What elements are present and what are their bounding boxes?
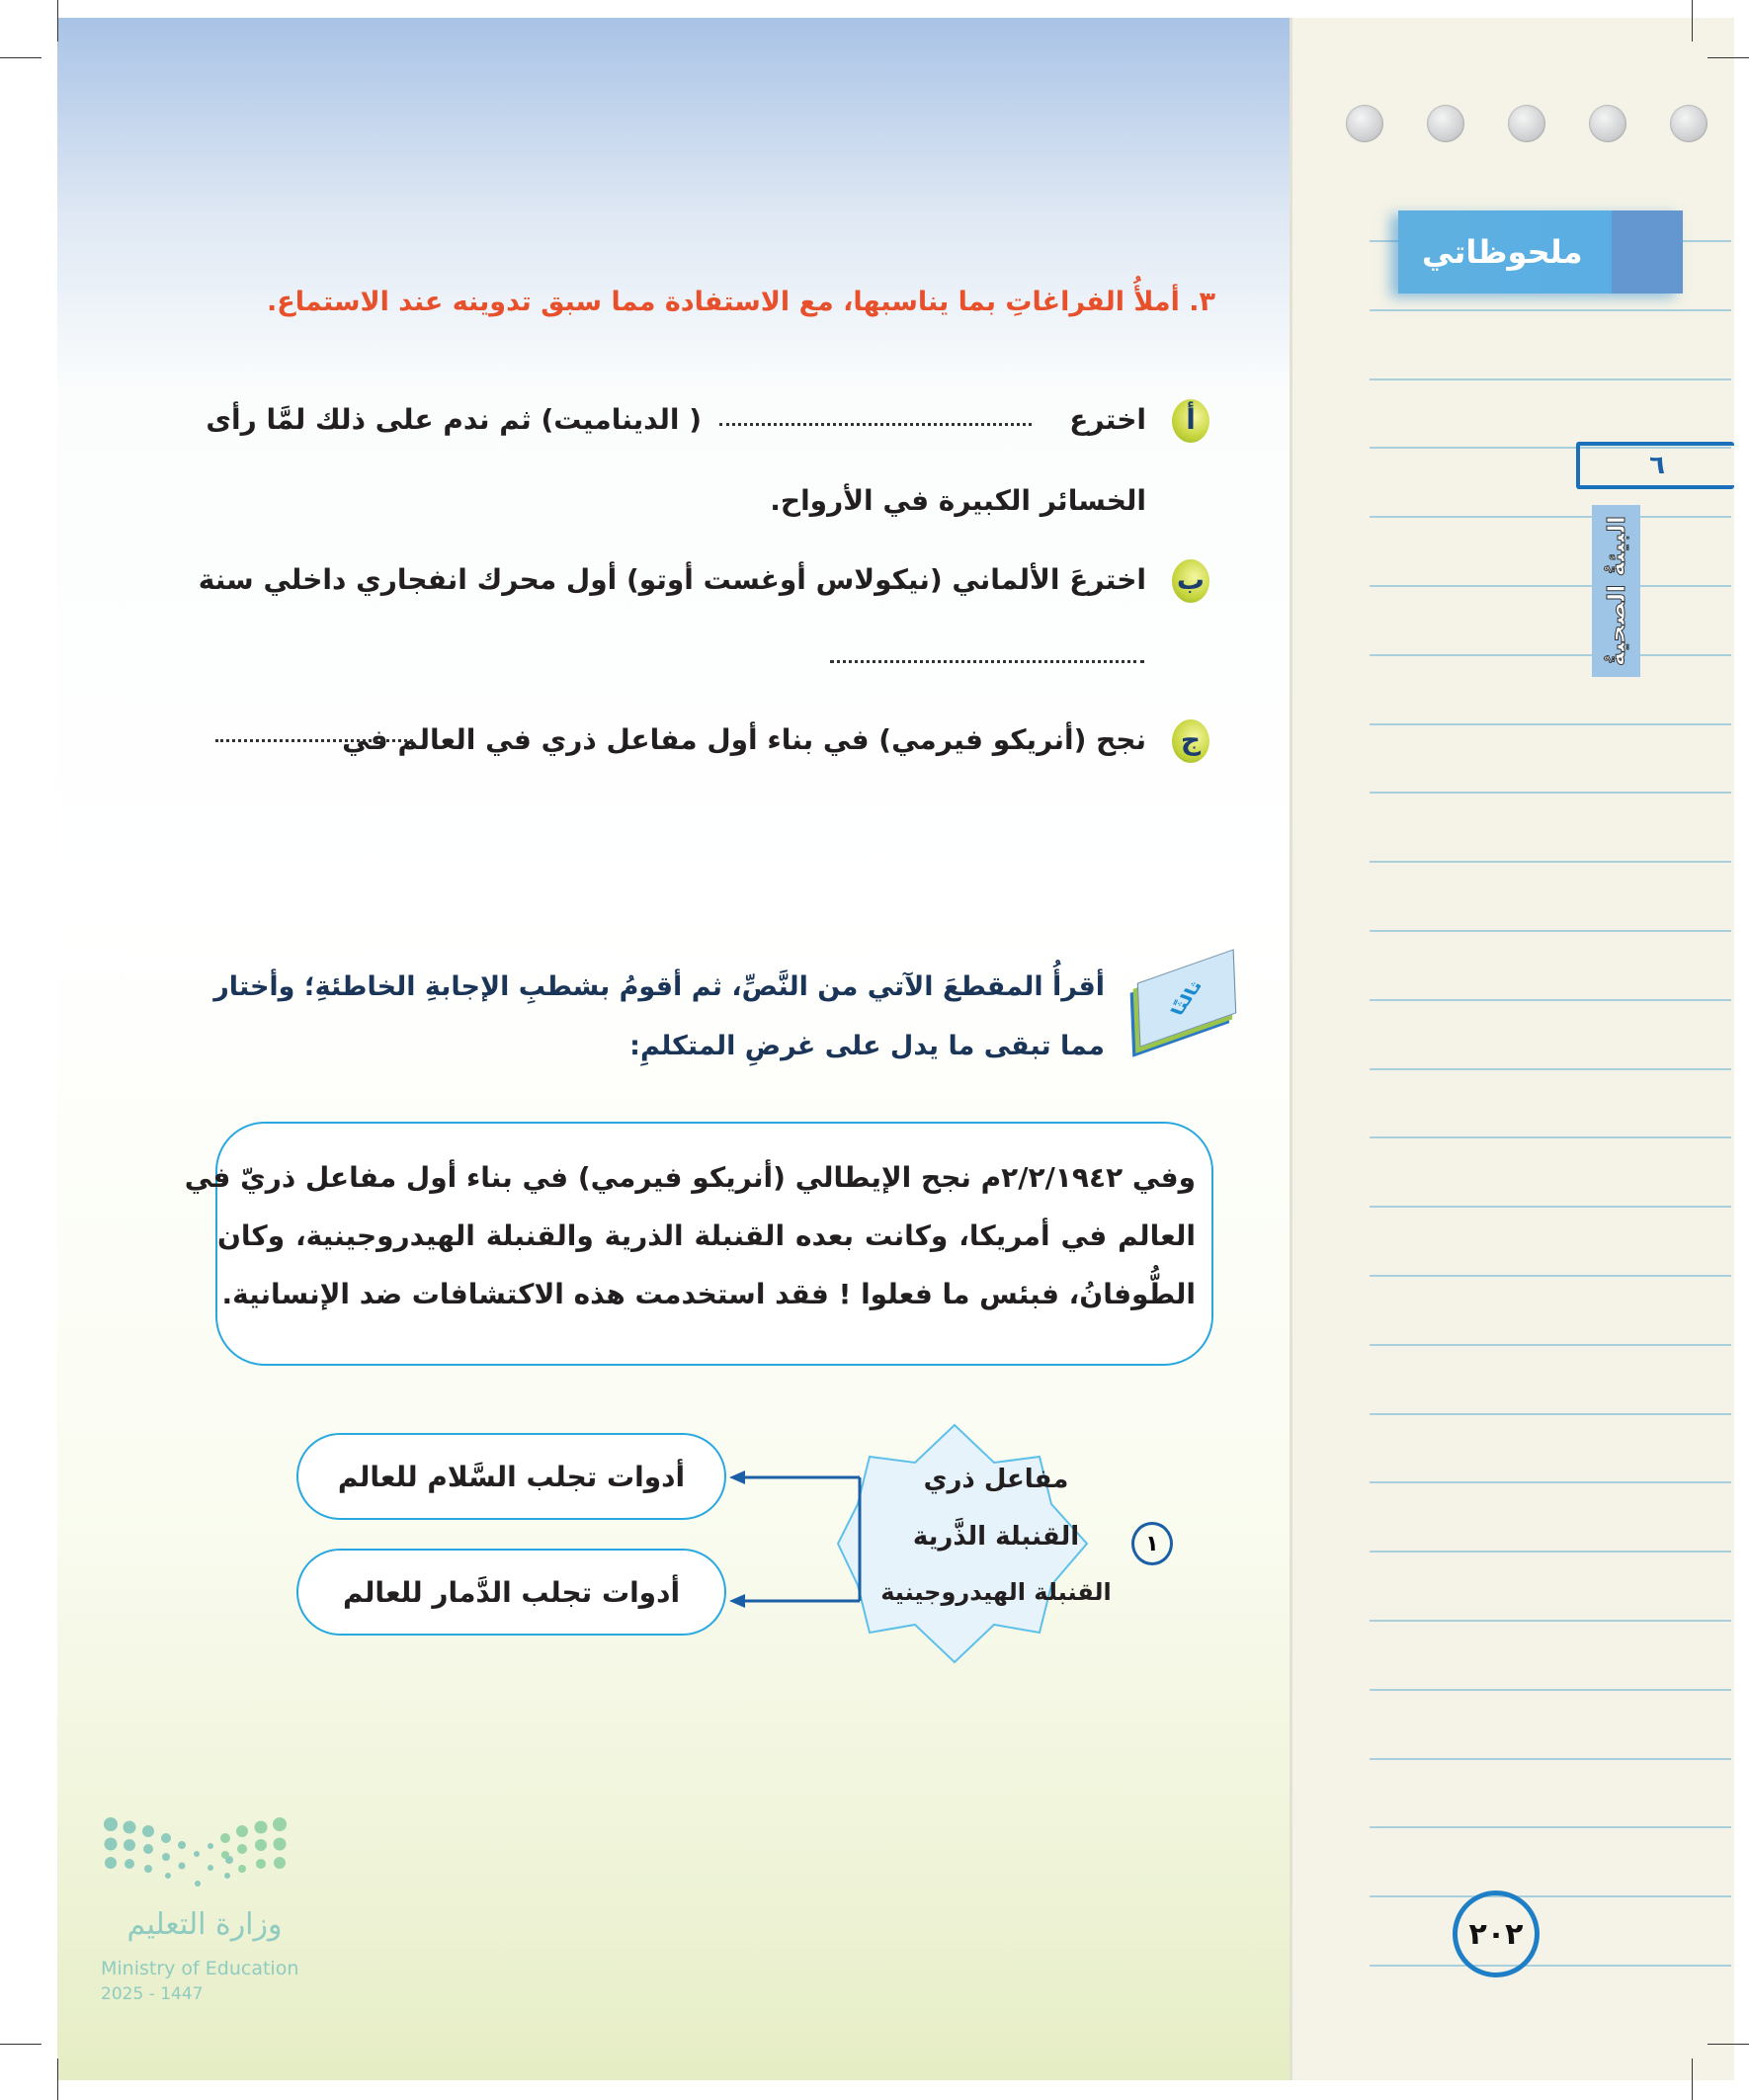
binder-hole: [1427, 105, 1464, 142]
notebook-line: [1370, 1620, 1731, 1622]
notebook-line: [1370, 723, 1731, 725]
crop-mark: [1692, 0, 1693, 42]
crop-mark: [57, 0, 58, 42]
item-a-end: ( الديناميت) ثم ندم على ذلك لمَّا رأى: [206, 403, 702, 436]
center-line-2: القنبلة الذَّرية: [912, 1522, 1080, 1552]
unit-title: البيئةُ الصحيةُ: [1602, 515, 1630, 667]
notebook-line: [1370, 1481, 1731, 1483]
arrow-head-destruction: [729, 1594, 745, 1608]
notebook-line: [1370, 1275, 1731, 1277]
notes-title: ملحوظاتي: [1422, 233, 1583, 271]
ministry-logo-year: 2025 - 1447: [101, 1984, 204, 2004]
notebook-line: [1370, 1551, 1731, 1553]
crop-mark: [1707, 57, 1749, 58]
notebook-line: [1370, 1136, 1731, 1138]
notebook-line: [1370, 378, 1731, 380]
notebook-line: [1370, 930, 1731, 932]
item-badge-a: أ: [1172, 399, 1209, 443]
passage-line: الطُّوفانُ، فبئس ما فعلوا ! فقد استخدمت هذه الاكتشافات ضد الإنسانية.: [221, 1278, 1196, 1310]
ministry-logo-english: Ministry of Education: [101, 1958, 299, 1979]
binder-hole: [1670, 105, 1707, 142]
section-icon-label: ثالثًا: [1166, 978, 1208, 1018]
page-number-circle: [1453, 1890, 1540, 1977]
item-a-start: اخترع: [1069, 403, 1146, 436]
center-line-3: القنبلة الهيدروجينية: [880, 1578, 1112, 1606]
binder-hole: [1508, 105, 1545, 142]
crop-mark: [1692, 2058, 1693, 2100]
passage-line: العالم في أمريكا، وكانت بعده القنبلة الذرية والقنبلة الهيدروجينية، وكان: [217, 1219, 1196, 1252]
notebook-line: [1370, 585, 1731, 587]
unit-number-box: [1576, 442, 1734, 489]
notebook-line: [1370, 1826, 1731, 1828]
notebook-line: [1370, 1413, 1731, 1415]
notebook-line: [1370, 792, 1731, 794]
option-peace-label: أدوات تجلب السَّلام للعالم: [337, 1460, 686, 1493]
notebook-line: [1370, 516, 1731, 518]
option-destruction-label: أدوات تجلب الدَّمار للعالم: [342, 1575, 681, 1609]
section-instruction-line2: مما تبقى ما يدل على غرضِ المتكلمِ:: [629, 1031, 1105, 1061]
notes-title-banner: [1398, 210, 1683, 294]
item-badge-b: ب: [1172, 559, 1209, 603]
crop-mark: [0, 2044, 42, 2045]
crop-mark: [1707, 2044, 1749, 2045]
arrow-head-peace: [729, 1470, 745, 1484]
notes-sidebar: [1290, 18, 1734, 2080]
blank-field-a[interactable]: [719, 423, 1032, 426]
center-line-1: مفاعل ذري: [923, 1465, 1069, 1494]
notebook-line: [1370, 654, 1731, 656]
passage-line: وفي ٢/٢/١٩٤٢م نجح الإيطالي (أنريكو فيرمي) في بناء أول مفاعل ذريّ في: [184, 1161, 1196, 1194]
ministry-logo-arabic: وزارة التعليم: [126, 1907, 283, 1942]
blank-field-b[interactable]: [830, 660, 1144, 663]
unit-title-ribbon: [1592, 505, 1640, 677]
notebook-line: [1370, 1758, 1731, 1760]
item-j-text: نجح (أنريكو فيرمي) في بناء أول مفاعل ذري في العالم في: [342, 723, 1146, 756]
notebook-line: [1370, 861, 1731, 863]
unit-number: ٦: [1649, 451, 1665, 480]
ministry-logo-dots: [99, 1816, 316, 1895]
crop-mark: [57, 2058, 58, 2100]
blank-field-j[interactable]: [215, 739, 413, 742]
crop-mark: [0, 57, 42, 58]
exercise-heading: ٣. أملأُ الفراغاتِ بما يناسبها، مع الاستفادة مما سبق تدوينه عند الاستماع.: [267, 287, 1215, 317]
binder-hole: [1346, 105, 1383, 142]
diagram-number-circle: [1131, 1522, 1173, 1565]
section-instruction-line1: أقرأُ المقطعَ الآتي من النَّصِّ، ثم أقومُ بشطبِ الإجابةِ الخاطئةِ؛ وأختار: [213, 971, 1105, 1002]
notebook-line: [1370, 1206, 1731, 1208]
item-b-text: اخترعَ الألماني (نيكولاس أوغست أوتو) أول محرك انفجاري داخلي سنة: [198, 563, 1146, 596]
diagram-number: ١: [1145, 1531, 1159, 1556]
option-peace[interactable]: [296, 1433, 726, 1520]
page-number: ٢٠٢: [1468, 1916, 1524, 1952]
notebook-line: [1370, 1068, 1731, 1070]
notebook-line: [1370, 1965, 1731, 1967]
item-badge-j: ج: [1172, 719, 1209, 763]
notebook-line: [1370, 1895, 1731, 1897]
option-destruction[interactable]: [296, 1549, 726, 1636]
notebook-line: [1370, 999, 1731, 1001]
notebook-line: [1370, 1344, 1731, 1346]
notebook-line: [1370, 309, 1731, 311]
binder-hole: [1589, 105, 1626, 142]
item-a-line2: الخسائر الكبيرة في الأرواح.: [770, 484, 1146, 517]
notebook-line: [1370, 1689, 1731, 1691]
